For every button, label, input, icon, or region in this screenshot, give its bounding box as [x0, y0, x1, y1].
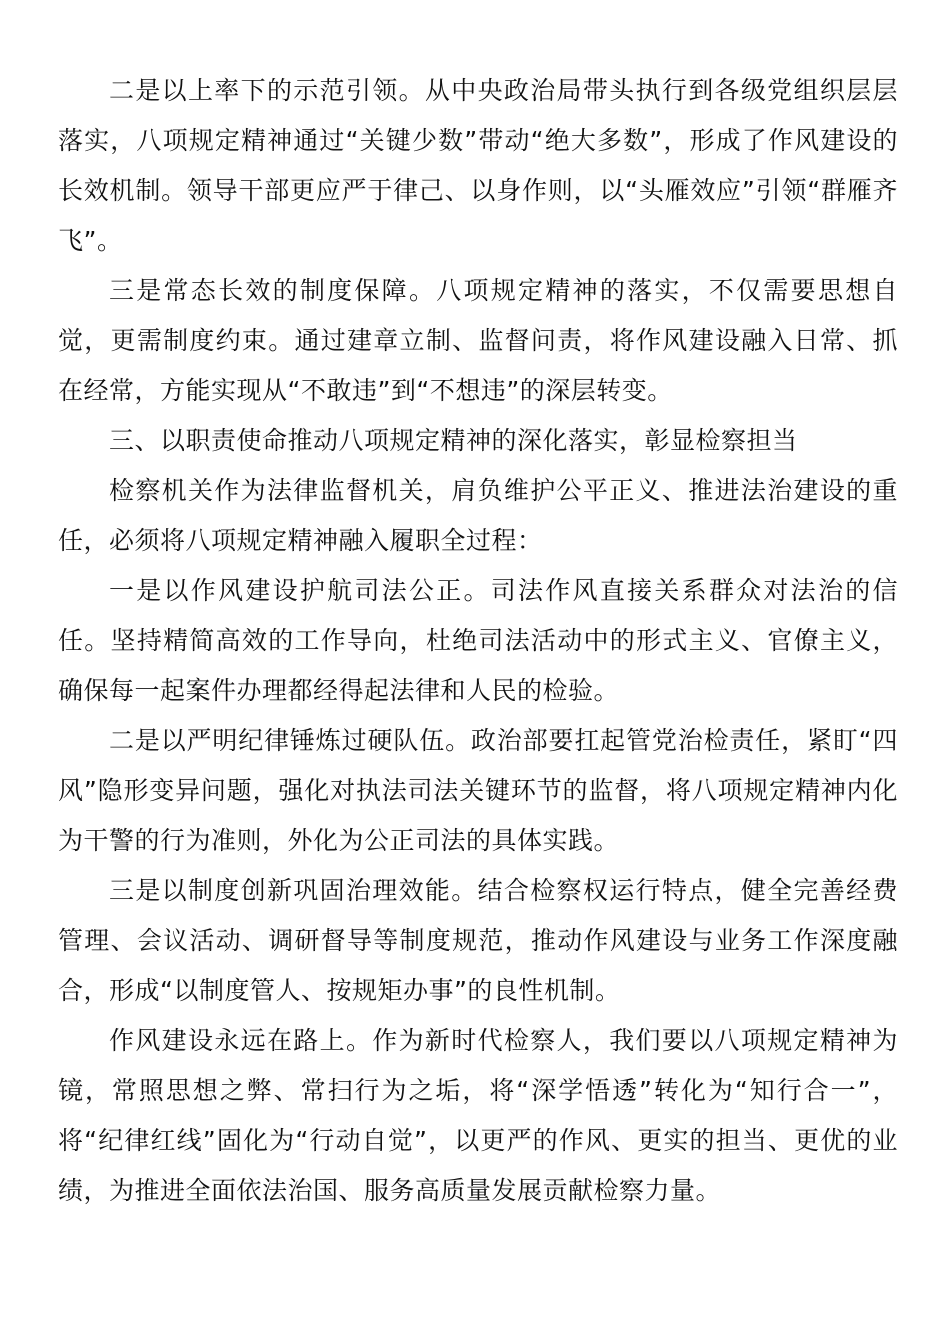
document-page — [58, 66, 898, 1216]
paragraph-procuratorate-intro: 检察机关作为法律监督机关，肩负维护公平正义、推进法治建设的重任，必须将八项规定精神融入履职全过程： — [58, 476, 898, 555]
paragraph-institutional-guarantee: 三是常态长效的制度保障。八项规定精神的落实，不仅需要思想自觉，更需制度约束。通过建章立制、监督问责，将作风建设融入日常、抓在经常，方能实现从“不敢违”到“不想违”的深层转变。 — [58, 276, 898, 405]
paragraph-judicial-fairness: 一是以作风建设护航司法公正。司法作风直接关系群众对法治的信任。坚持精简高效的工作导向，杜绝司法活动中的形式主义、官僚主义，确保每一起案件办理都经得起法律和人民的检验。 — [58, 576, 898, 705]
paragraph-conclusion: 作风建设永远在路上。作为新时代检察人，我们要以八项规定精神为镜，常照思想之弊、常扫行为之垢，将“深学悟透”转化为“知行合一”，将“纪律红线”固化为“行动自觉”，以更严的作风、更实的担当、更优的业绩，为推进全面依法治国、服务高质量发展贡献检察力量。 — [58, 1026, 898, 1205]
paragraph-discipline-team: 二是以严明纪律锤炼过硬队伍。政治部要扛起管党治检责任，紧盯“四风”隐形变异问题，强化对执法司法关键环节的监督，将八项规定精神内化为干警的行为准则，外化为公正司法的具体实践。 — [58, 726, 898, 855]
section-heading-procuratorial-duty: 三、以职责使命推动八项规定精神的深化落实，彰显检察担当 — [109, 426, 798, 455]
paragraph-institutional-innovation: 三是以制度创新巩固治理效能。结合检察权运行特点，健全完善经费管理、会议活动、调研督导等制度规范，推动作风建设与业务工作深度融合，形成“以制度管人、按规矩办事”的良性机制。 — [58, 876, 898, 1005]
paragraph-leadership-example: 二是以上率下的示范引领。从中央政治局带头执行到各级党组织层层落实，八项规定精神通过“关键少数”带动“绝大多数”，形成了作风建设的长效机制。领导干部更应严于律己、以身作则，以“头雁效应”引领“群雁齐飞”。 — [58, 76, 898, 255]
